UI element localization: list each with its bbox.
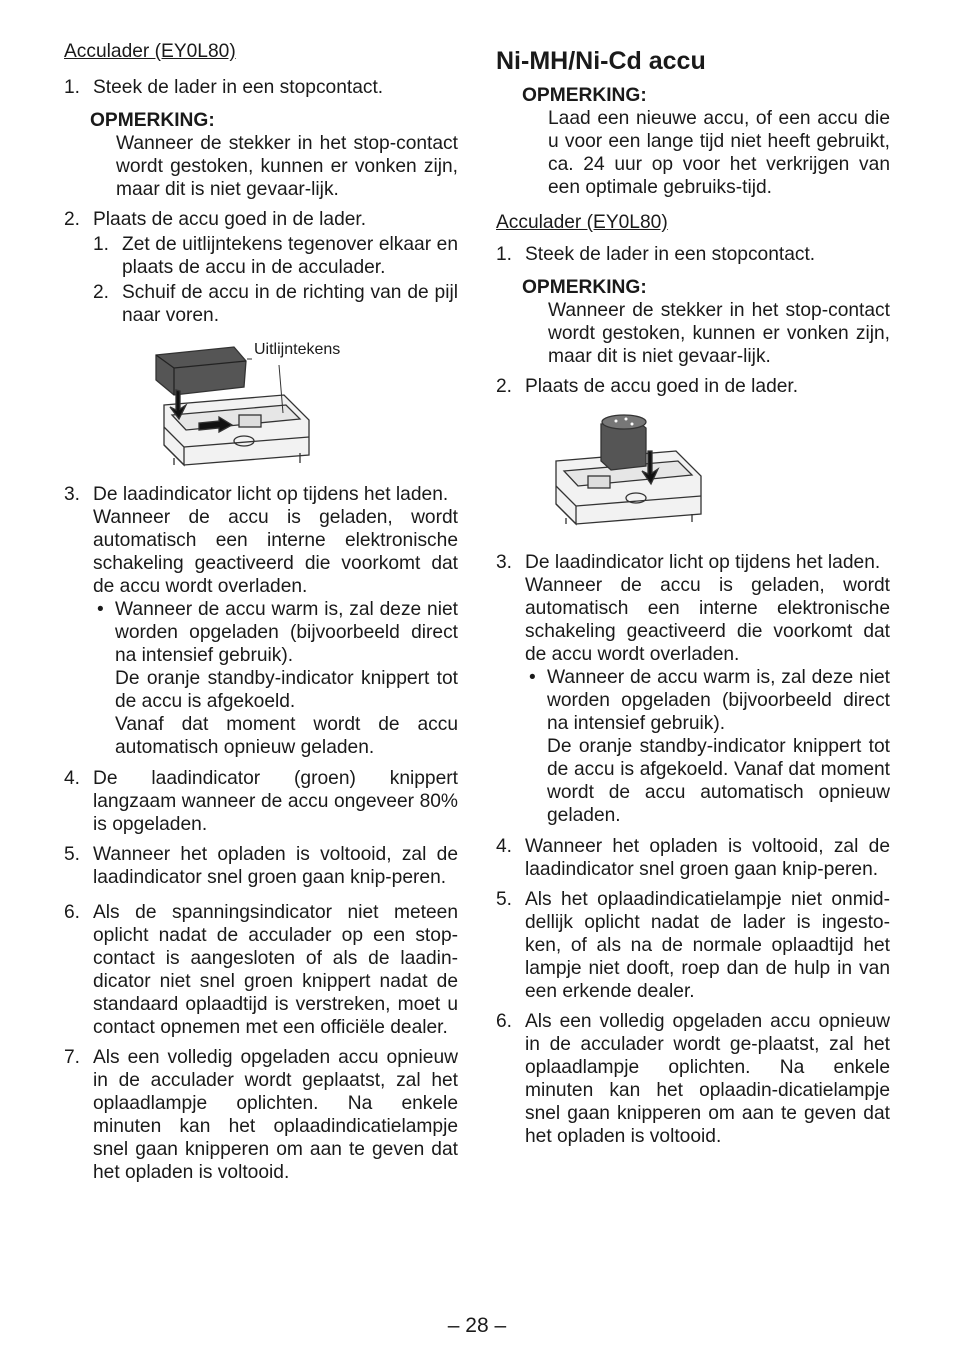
note-text: Wanneer de stekker in het stop-contact wordt gestoken, kunnen er vonken zijn, maar dit is niet gevaar-lijk. [116,133,458,200]
charger-figure-liion [64,335,458,475]
right-column [496,40,890,1148]
note-text: Wanneer de stekker in het stop-contact wordt gestoken, kunnen er vonken zijn, maar dit is niet gevaar-lijk. [548,300,890,367]
note-title: OPMERKING: [90,110,215,131]
page-number: – 28 – [447,1314,507,1337]
note-block [522,276,890,368]
section-heading: Acculader (EY0L80) [496,212,668,233]
list-item: 7. Als een volledig opgeladen accu opnieuw in de acculader wordt geplaatst, zal het oplaadlampje oplichten. Na enkele minuten kan het oplaadindicatielampje snel gaan knipperen om aan te geven dat het opladen is voltooid. [64,1047,458,1183]
list-item: 1. Steek de lader in een stopcontact. [496,244,816,265]
list-item: 2. Plaats de accu goed in de lader. [496,376,799,397]
list-item: 5. Wanneer het opladen is voltooid, zal de laadindicator snel groen gaan knip-peren. [64,844,458,888]
bullet-item: • Wanneer de accu warm is, zal deze niet worden opgeladen (bijvoorbeeld direct na intensief gebruik). De oranje standby-indicator knippert tot de accu is afgekoeld. Vanaf dat moment wordt de accu automatisch opnieuw geladen. [97,599,458,758]
sub-list-item: 2. Schuif de accu in de richting van de pijl naar voren. [93,282,458,326]
list-item: 2. Plaats de accu goed in de lader. 1. Zet de uitlijntekens tegenover elkaar en plaats de accu in de acculader. 2. Schuif de accu in de richting van de pijl naar voren. [64,209,458,326]
note-title: OPMERKING: [522,277,647,298]
section-heading: Acculader (EY0L80) [64,41,236,62]
list-item: 4. Wanneer het opladen is voltooid, zal de laadindicator snel groen gaan knip-peren. [496,836,890,880]
charger-figure-nimh [496,406,890,541]
left-column [64,40,458,1184]
note-title: OPMERKING: [522,85,647,106]
page-title: Ni-MH/Ni-Cd accu [496,47,706,75]
note-block [522,84,890,199]
list-item: 4. De laadindicator (groen) knippert langzaam wanneer de accu ongeveer 80% is opgeladen. [64,768,458,835]
list-item: 1. Steek de lader in een stopcontact. [64,77,384,98]
bullet-item: • Wanneer de accu warm is, zal deze niet worden opgeladen (bijvoorbeeld direct na intensief gebruik). De oranje standby-indicator knippert tot de accu is afgekoeld. Vanaf dat moment wordt de accu automatisch opnieuw geladen. [529,667,890,826]
sub-list-item: 1. Zet de uitlijntekens tegenover elkaar en plaats de accu in de acculader. [93,234,458,278]
note-text: Laad een nieuwe accu, of een accu die u voor een lange tijd niet heeft gebruikt, ca. 24 uur op voor het verkrijgen van een optimale gebruiks-tijd. [548,108,890,198]
figure-label: Uitlijntekens [254,341,341,358]
list-item: 3. De laadindicator licht op tijdens het laden. Wanneer de accu is geladen, wordt automatisch een interne elektronische schakeling geactiveerd die voorkomt dat de accu wordt overladen. • Wanneer de accu warm is, zal deze niet worden opgeladen (bijvoorbeeld direct na intensief gebruik). De oranje standby-indicator knippert tot de accu is afgekoeld. Vanaf dat moment wordt de accu automatisch opnieuw geladen. [64,484,458,758]
note-block [90,109,458,201]
list-item: 5. Als het oplaadindicatielampje niet onmid-dellijk oplicht nadat de lader is ingesto-ken, of als na de normale oplaadtijd het lampje niet dooft, roep dan de hulp in van een erkende dealer. [496,889,890,1002]
list-item: 6. Als de spanningsindicator niet meteen oplicht nadat de acculader op een stop-contact is aangesloten of als de laadin-dicator niet snel groen knippert nadat de standaard oplaadtijd is verstreken, moet u contact opnemen met een officiële dealer. [64,902,458,1038]
list-item: 6. Als een volledig opgeladen accu opnieuw in de acculader wordt ge-plaatst, zal het oplaadlampje oplichten. Na enkele minuten kan het oplaadin-dicatielampje snel gaan knipperen om aan te geven dat het opladen is voltooid. [496,1011,890,1147]
list-item: 3. De laadindicator licht op tijdens het laden. Wanneer de accu is geladen, wordt automatisch een interne elektronische schakeling geactiveerd die voorkomt dat de accu wordt overladen. • Wanneer de accu warm is, zal deze niet worden opgeladen (bijvoorbeeld direct na intensief gebruik). De oranje standby-indicator knippert tot de accu is afgekoeld. Vanaf dat moment wordt de accu automatisch opnieuw geladen. [496,552,890,826]
charger-illustration [496,406,890,541]
